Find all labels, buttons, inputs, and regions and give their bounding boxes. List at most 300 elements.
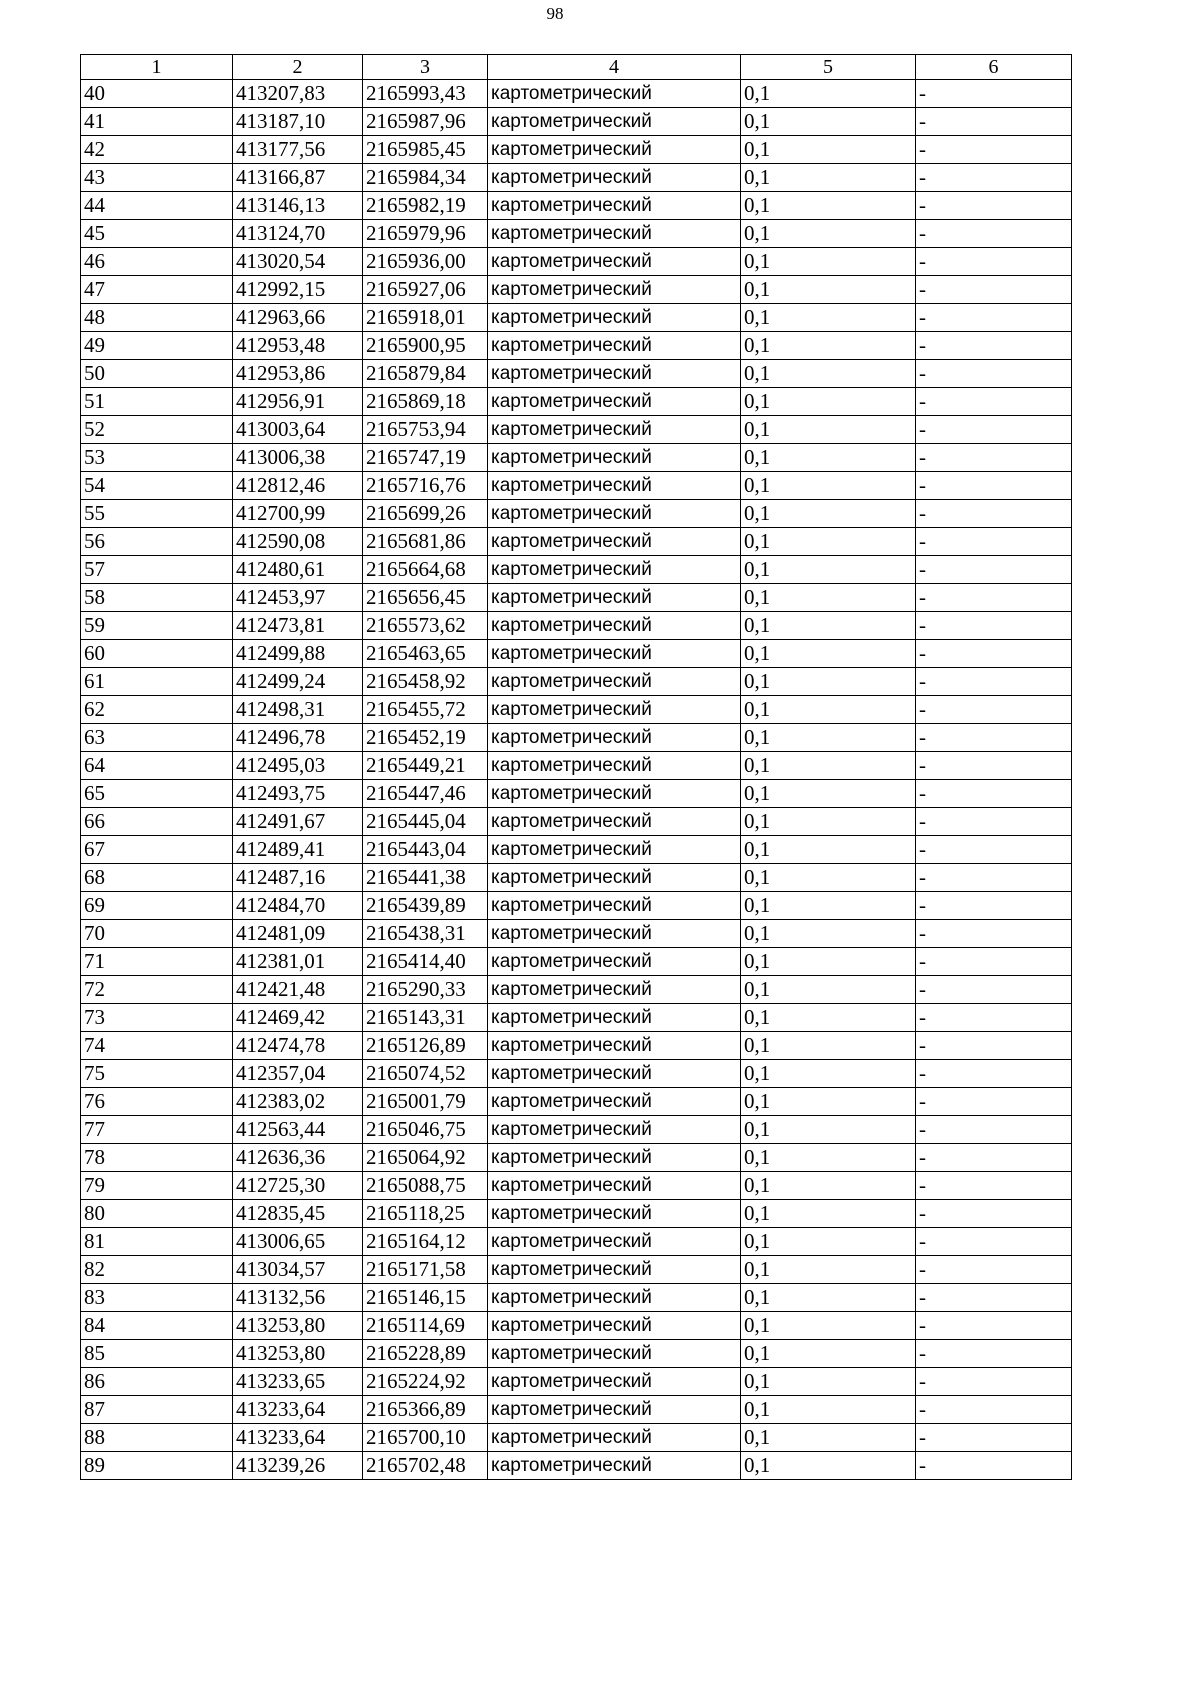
accuracy-cell: 0,1 (741, 80, 916, 108)
y-coordinate-cell: 2165879,84 (363, 360, 488, 388)
note-cell: - (916, 276, 1072, 304)
note-cell: - (916, 1284, 1072, 1312)
table-row (81, 220, 1072, 248)
accuracy-cell: 0,1 (741, 416, 916, 444)
table-row (81, 584, 1072, 612)
point-number-cell: 48 (81, 304, 233, 332)
x-coordinate-cell: 412491,67 (233, 808, 363, 836)
point-number-cell: 61 (81, 668, 233, 696)
point-number-cell: 87 (81, 1396, 233, 1424)
method-cell: картометрический (488, 1200, 741, 1228)
x-coordinate-cell: 413207,83 (233, 80, 363, 108)
x-coordinate-cell: 412480,61 (233, 556, 363, 584)
accuracy-cell: 0,1 (741, 920, 916, 948)
point-number-cell: 79 (81, 1172, 233, 1200)
accuracy-cell: 0,1 (741, 584, 916, 612)
table-row (81, 780, 1072, 808)
method-cell: картометрический (488, 332, 741, 360)
table-row (81, 444, 1072, 472)
method-cell: картометрический (488, 1172, 741, 1200)
method-cell: картометрический (488, 528, 741, 556)
note-cell: - (916, 1424, 1072, 1452)
point-number-cell: 81 (81, 1228, 233, 1256)
point-number-cell: 88 (81, 1424, 233, 1452)
x-coordinate-cell: 412835,45 (233, 1200, 363, 1228)
note-cell: - (916, 892, 1072, 920)
method-cell: картометрический (488, 864, 741, 892)
table-row (81, 1032, 1072, 1060)
note-cell: - (916, 164, 1072, 192)
method-cell: картометрический (488, 808, 741, 836)
method-cell: картометрический (488, 164, 741, 192)
y-coordinate-cell: 2165441,38 (363, 864, 488, 892)
method-cell: картометрический (488, 108, 741, 136)
method-cell: картометрический (488, 976, 741, 1004)
accuracy-cell: 0,1 (741, 640, 916, 668)
y-coordinate-cell: 2165452,19 (363, 724, 488, 752)
table-row (81, 864, 1072, 892)
x-coordinate-cell: 412493,75 (233, 780, 363, 808)
y-coordinate-cell: 2165114,69 (363, 1312, 488, 1340)
note-cell: - (916, 780, 1072, 808)
note-cell: - (916, 752, 1072, 780)
table-row (81, 1004, 1072, 1032)
point-number-cell: 46 (81, 248, 233, 276)
method-cell: картометрический (488, 1452, 741, 1480)
y-coordinate-cell: 2165982,19 (363, 192, 488, 220)
method-cell: картометрический (488, 752, 741, 780)
table-row (81, 500, 1072, 528)
table-row (81, 920, 1072, 948)
y-coordinate-cell: 2165445,04 (363, 808, 488, 836)
x-coordinate-cell: 412473,81 (233, 612, 363, 640)
header-cell-6: 6 (916, 55, 1072, 80)
point-number-cell: 80 (81, 1200, 233, 1228)
x-coordinate-cell: 413020,54 (233, 248, 363, 276)
point-number-cell: 55 (81, 500, 233, 528)
accuracy-cell: 0,1 (741, 192, 916, 220)
point-number-cell: 65 (81, 780, 233, 808)
point-number-cell: 51 (81, 388, 233, 416)
note-cell: - (916, 80, 1072, 108)
y-coordinate-cell: 2165146,15 (363, 1284, 488, 1312)
x-coordinate-cell: 413006,38 (233, 444, 363, 472)
accuracy-cell: 0,1 (741, 276, 916, 304)
accuracy-cell: 0,1 (741, 248, 916, 276)
table-row (81, 248, 1072, 276)
y-coordinate-cell: 2165463,65 (363, 640, 488, 668)
point-number-cell: 56 (81, 528, 233, 556)
x-coordinate-cell: 412953,48 (233, 332, 363, 360)
point-number-cell: 62 (81, 696, 233, 724)
note-cell: - (916, 1088, 1072, 1116)
note-cell: - (916, 668, 1072, 696)
table-row (81, 1060, 1072, 1088)
point-number-cell: 83 (81, 1284, 233, 1312)
note-cell: - (916, 612, 1072, 640)
point-number-cell: 52 (81, 416, 233, 444)
point-number-cell: 70 (81, 920, 233, 948)
accuracy-cell: 0,1 (741, 500, 916, 528)
x-coordinate-cell: 412812,46 (233, 472, 363, 500)
accuracy-cell: 0,1 (741, 444, 916, 472)
accuracy-cell: 0,1 (741, 332, 916, 360)
table-row (81, 556, 1072, 584)
accuracy-cell: 0,1 (741, 1368, 916, 1396)
method-cell: картометрический (488, 192, 741, 220)
accuracy-cell: 0,1 (741, 220, 916, 248)
note-cell: - (916, 836, 1072, 864)
note-cell: - (916, 304, 1072, 332)
accuracy-cell: 0,1 (741, 1004, 916, 1032)
note-cell: - (916, 136, 1072, 164)
y-coordinate-cell: 2165228,89 (363, 1340, 488, 1368)
method-cell: картометрический (488, 556, 741, 584)
note-cell: - (916, 1312, 1072, 1340)
accuracy-cell: 0,1 (741, 1088, 916, 1116)
x-coordinate-cell: 413146,13 (233, 192, 363, 220)
x-coordinate-cell: 413034,57 (233, 1256, 363, 1284)
note-cell: - (916, 1172, 1072, 1200)
method-cell: картометрический (488, 1228, 741, 1256)
accuracy-cell: 0,1 (741, 1284, 916, 1312)
x-coordinate-cell: 412700,99 (233, 500, 363, 528)
point-number-cell: 40 (81, 80, 233, 108)
y-coordinate-cell: 2165993,43 (363, 80, 488, 108)
y-coordinate-cell: 2165979,96 (363, 220, 488, 248)
y-coordinate-cell: 2165656,45 (363, 584, 488, 612)
note-cell: - (916, 584, 1072, 612)
table-row (81, 1452, 1072, 1480)
header-cell-4: 4 (488, 55, 741, 80)
note-cell: - (916, 1032, 1072, 1060)
note-cell: - (916, 724, 1072, 752)
y-coordinate-cell: 2165985,45 (363, 136, 488, 164)
accuracy-cell: 0,1 (741, 836, 916, 864)
note-cell: - (916, 556, 1072, 584)
point-number-cell: 44 (81, 192, 233, 220)
point-number-cell: 78 (81, 1144, 233, 1172)
note-cell: - (916, 500, 1072, 528)
note-cell: - (916, 192, 1072, 220)
method-cell: картометрический (488, 696, 741, 724)
accuracy-cell: 0,1 (741, 304, 916, 332)
point-number-cell: 43 (81, 164, 233, 192)
x-coordinate-cell: 413177,56 (233, 136, 363, 164)
table-row (81, 1172, 1072, 1200)
y-coordinate-cell: 2165900,95 (363, 332, 488, 360)
note-cell: - (916, 528, 1072, 556)
method-cell: картометрический (488, 416, 741, 444)
accuracy-cell: 0,1 (741, 808, 916, 836)
accuracy-cell: 0,1 (741, 1256, 916, 1284)
x-coordinate-cell: 412481,09 (233, 920, 363, 948)
table-row (81, 1116, 1072, 1144)
y-coordinate-cell: 2165088,75 (363, 1172, 488, 1200)
method-cell: картометрический (488, 1088, 741, 1116)
accuracy-cell: 0,1 (741, 1172, 916, 1200)
point-number-cell: 42 (81, 136, 233, 164)
y-coordinate-cell: 2165164,12 (363, 1228, 488, 1256)
accuracy-cell: 0,1 (741, 1228, 916, 1256)
point-number-cell: 72 (81, 976, 233, 1004)
note-cell: - (916, 248, 1072, 276)
y-coordinate-cell: 2165455,72 (363, 696, 488, 724)
point-number-cell: 54 (81, 472, 233, 500)
accuracy-cell: 0,1 (741, 948, 916, 976)
method-cell: картометрический (488, 220, 741, 248)
table-row (81, 752, 1072, 780)
table-row (81, 1284, 1072, 1312)
y-coordinate-cell: 2165171,58 (363, 1256, 488, 1284)
table-row (81, 360, 1072, 388)
table-row (81, 528, 1072, 556)
accuracy-cell: 0,1 (741, 164, 916, 192)
table-row (81, 640, 1072, 668)
x-coordinate-cell: 412474,78 (233, 1032, 363, 1060)
method-cell: картометрический (488, 948, 741, 976)
table-row (81, 276, 1072, 304)
accuracy-cell: 0,1 (741, 1060, 916, 1088)
table-row (81, 80, 1072, 108)
accuracy-cell: 0,1 (741, 1452, 916, 1480)
point-number-cell: 47 (81, 276, 233, 304)
point-number-cell: 76 (81, 1088, 233, 1116)
table-body (81, 80, 1072, 1480)
note-cell: - (916, 864, 1072, 892)
accuracy-cell: 0,1 (741, 752, 916, 780)
method-cell: картометрический (488, 472, 741, 500)
x-coordinate-cell: 413233,64 (233, 1424, 363, 1452)
method-cell: картометрический (488, 780, 741, 808)
note-cell: - (916, 976, 1072, 1004)
point-number-cell: 66 (81, 808, 233, 836)
table-row (81, 1424, 1072, 1452)
method-cell: картометрический (488, 1340, 741, 1368)
x-coordinate-cell: 413233,65 (233, 1368, 363, 1396)
note-cell: - (916, 472, 1072, 500)
method-cell: картометрический (488, 388, 741, 416)
y-coordinate-cell: 2165936,00 (363, 248, 488, 276)
table-row (81, 1200, 1072, 1228)
y-coordinate-cell: 2165869,18 (363, 388, 488, 416)
point-number-cell: 82 (81, 1256, 233, 1284)
x-coordinate-cell: 412963,66 (233, 304, 363, 332)
x-coordinate-cell: 413187,10 (233, 108, 363, 136)
table-row (81, 332, 1072, 360)
table-row (81, 304, 1072, 332)
method-cell: картометрический (488, 276, 741, 304)
table-row (81, 1368, 1072, 1396)
method-cell: картометрический (488, 444, 741, 472)
y-coordinate-cell: 2165074,52 (363, 1060, 488, 1088)
x-coordinate-cell: 412421,48 (233, 976, 363, 1004)
x-coordinate-cell: 413233,64 (233, 1396, 363, 1424)
x-coordinate-cell: 412495,03 (233, 752, 363, 780)
table-row (81, 836, 1072, 864)
point-number-cell: 50 (81, 360, 233, 388)
y-coordinate-cell: 2165664,68 (363, 556, 488, 584)
x-coordinate-cell: 413124,70 (233, 220, 363, 248)
x-coordinate-cell: 412636,36 (233, 1144, 363, 1172)
accuracy-cell: 0,1 (741, 1032, 916, 1060)
x-coordinate-cell: 413006,65 (233, 1228, 363, 1256)
y-coordinate-cell: 2165414,40 (363, 948, 488, 976)
method-cell: картометрический (488, 1396, 741, 1424)
x-coordinate-cell: 412953,86 (233, 360, 363, 388)
note-cell: - (916, 1060, 1072, 1088)
note-cell: - (916, 1004, 1072, 1032)
method-cell: картометрический (488, 892, 741, 920)
method-cell: картометрический (488, 304, 741, 332)
method-cell: картометрический (488, 1424, 741, 1452)
x-coordinate-cell: 413253,80 (233, 1340, 363, 1368)
x-coordinate-cell: 412956,91 (233, 388, 363, 416)
accuracy-cell: 0,1 (741, 556, 916, 584)
method-cell: картометрический (488, 668, 741, 696)
accuracy-cell: 0,1 (741, 696, 916, 724)
table-row (81, 1256, 1072, 1284)
point-number-cell: 60 (81, 640, 233, 668)
point-number-cell: 41 (81, 108, 233, 136)
x-coordinate-cell: 412453,97 (233, 584, 363, 612)
table-row (81, 164, 1072, 192)
y-coordinate-cell: 2165118,25 (363, 1200, 488, 1228)
y-coordinate-cell: 2165747,19 (363, 444, 488, 472)
x-coordinate-cell: 413253,80 (233, 1312, 363, 1340)
x-coordinate-cell: 412496,78 (233, 724, 363, 752)
method-cell: картометрический (488, 1144, 741, 1172)
table-row (81, 416, 1072, 444)
header-cell-5: 5 (741, 55, 916, 80)
table-row (81, 668, 1072, 696)
y-coordinate-cell: 2165447,46 (363, 780, 488, 808)
method-cell: картометрический (488, 724, 741, 752)
accuracy-cell: 0,1 (741, 612, 916, 640)
note-cell: - (916, 444, 1072, 472)
point-number-cell: 86 (81, 1368, 233, 1396)
accuracy-cell: 0,1 (741, 388, 916, 416)
note-cell: - (916, 416, 1072, 444)
point-number-cell: 68 (81, 864, 233, 892)
method-cell: картометрический (488, 612, 741, 640)
table-row (81, 1340, 1072, 1368)
method-cell: картометрический (488, 1256, 741, 1284)
accuracy-cell: 0,1 (741, 892, 916, 920)
point-number-cell: 89 (81, 1452, 233, 1480)
y-coordinate-cell: 2165366,89 (363, 1396, 488, 1424)
accuracy-cell: 0,1 (741, 668, 916, 696)
y-coordinate-cell: 2165064,92 (363, 1144, 488, 1172)
accuracy-cell: 0,1 (741, 1144, 916, 1172)
table-row (81, 696, 1072, 724)
x-coordinate-cell: 412381,01 (233, 948, 363, 976)
y-coordinate-cell: 2165716,76 (363, 472, 488, 500)
accuracy-cell: 0,1 (741, 136, 916, 164)
table-row (81, 724, 1072, 752)
note-cell: - (916, 1116, 1072, 1144)
method-cell: картометрический (488, 640, 741, 668)
accuracy-cell: 0,1 (741, 360, 916, 388)
header-cell-2: 2 (233, 55, 363, 80)
y-coordinate-cell: 2165458,92 (363, 668, 488, 696)
x-coordinate-cell: 412499,24 (233, 668, 363, 696)
point-number-cell: 85 (81, 1340, 233, 1368)
accuracy-cell: 0,1 (741, 976, 916, 1004)
point-number-cell: 84 (81, 1312, 233, 1340)
page-number: 98 (546, 4, 564, 23)
header-cell-3: 3 (363, 55, 488, 80)
table-row (81, 948, 1072, 976)
note-cell: - (916, 1256, 1072, 1284)
point-number-cell: 77 (81, 1116, 233, 1144)
note-cell: - (916, 108, 1072, 136)
note-cell: - (916, 332, 1072, 360)
y-coordinate-cell: 2165439,89 (363, 892, 488, 920)
table-row (81, 808, 1072, 836)
x-coordinate-cell: 412992,15 (233, 276, 363, 304)
coordinates-table (80, 54, 1072, 1480)
header-cell-1: 1 (81, 55, 233, 80)
note-cell: - (916, 360, 1072, 388)
y-coordinate-cell: 2165700,10 (363, 1424, 488, 1452)
point-number-cell: 63 (81, 724, 233, 752)
note-cell: - (916, 1452, 1072, 1480)
method-cell: картометрический (488, 836, 741, 864)
note-cell: - (916, 1340, 1072, 1368)
x-coordinate-cell: 413239,26 (233, 1452, 363, 1480)
y-coordinate-cell: 2165224,92 (363, 1368, 488, 1396)
table-row (81, 1396, 1072, 1424)
y-coordinate-cell: 2165001,79 (363, 1088, 488, 1116)
x-coordinate-cell: 412499,88 (233, 640, 363, 668)
y-coordinate-cell: 2165984,34 (363, 164, 488, 192)
note-cell: - (916, 388, 1072, 416)
x-coordinate-cell: 412383,02 (233, 1088, 363, 1116)
y-coordinate-cell: 2165918,01 (363, 304, 488, 332)
accuracy-cell: 0,1 (741, 724, 916, 752)
point-number-cell: 59 (81, 612, 233, 640)
table-row (81, 136, 1072, 164)
accuracy-cell: 0,1 (741, 1200, 916, 1228)
x-coordinate-cell: 412590,08 (233, 528, 363, 556)
note-cell: - (916, 1228, 1072, 1256)
note-cell: - (916, 808, 1072, 836)
note-cell: - (916, 220, 1072, 248)
x-coordinate-cell: 412725,30 (233, 1172, 363, 1200)
note-cell: - (916, 1396, 1072, 1424)
method-cell: картометрический (488, 136, 741, 164)
y-coordinate-cell: 2165449,21 (363, 752, 488, 780)
accuracy-cell: 0,1 (741, 472, 916, 500)
method-cell: картометрический (488, 1368, 741, 1396)
point-number-cell: 71 (81, 948, 233, 976)
accuracy-cell: 0,1 (741, 108, 916, 136)
note-cell: - (916, 696, 1072, 724)
y-coordinate-cell: 2165290,33 (363, 976, 488, 1004)
note-cell: - (916, 1144, 1072, 1172)
table-row (81, 1144, 1072, 1172)
y-coordinate-cell: 2165126,89 (363, 1032, 488, 1060)
point-number-cell: 74 (81, 1032, 233, 1060)
method-cell: картометрический (488, 1312, 741, 1340)
x-coordinate-cell: 413132,56 (233, 1284, 363, 1312)
y-coordinate-cell: 2165702,48 (363, 1452, 488, 1480)
table-row (81, 1088, 1072, 1116)
point-number-cell: 73 (81, 1004, 233, 1032)
note-cell: - (916, 948, 1072, 976)
point-number-cell: 45 (81, 220, 233, 248)
